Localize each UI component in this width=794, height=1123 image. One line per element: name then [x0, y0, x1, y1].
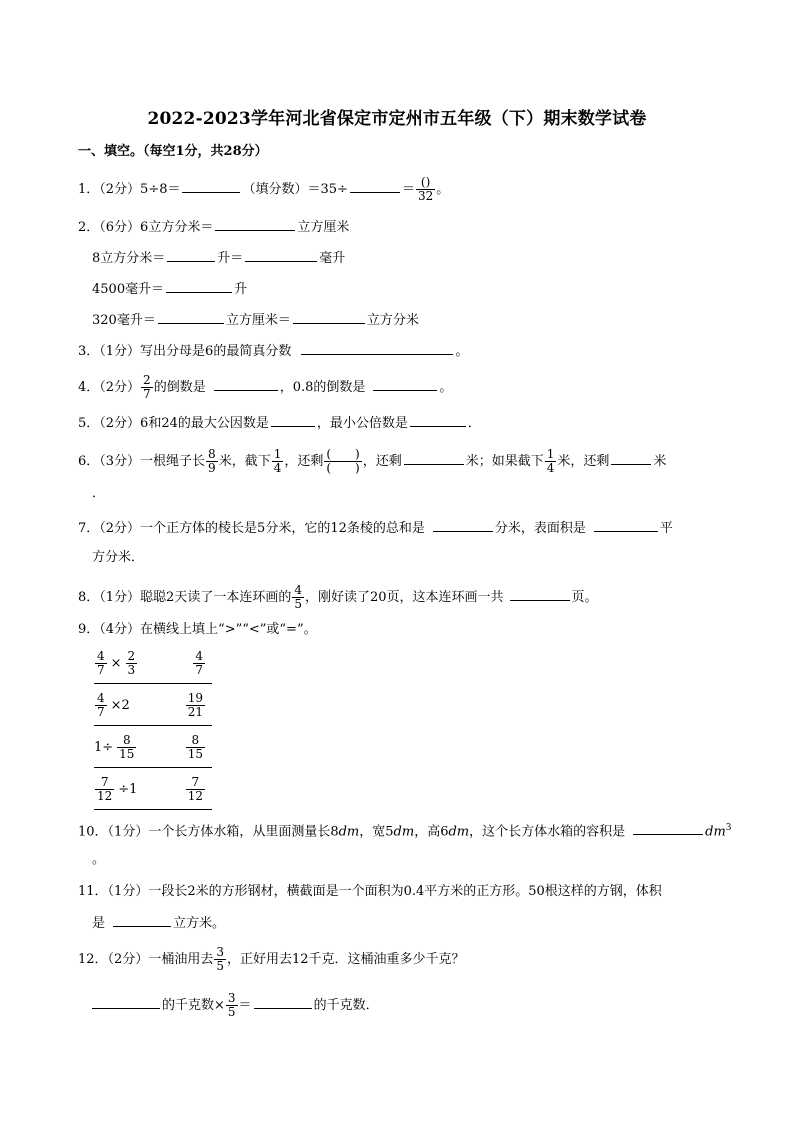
answer-blank[interactable]	[167, 247, 215, 262]
answer-blank[interactable]	[94, 767, 212, 768]
answer-blank[interactable]	[594, 517, 658, 532]
comparison-row-1[interactable]: $\frac{4}{7}$ × $\frac{2}{3}$ $\frac{4}{7}$	[94, 648, 212, 684]
answer-blank[interactable]	[350, 178, 400, 193]
answer-blank[interactable]	[113, 912, 171, 927]
question-8: 8．（1分）聪聪2天读了一本连环画的 $\frac{4}{5}$ ，刚好读了20页，这本连环画一共 页。	[78, 583, 598, 611]
comparison-row-3[interactable]: 1÷ $\frac{8}{15}$ $\frac{8}{15}$	[94, 732, 212, 768]
answer-blank[interactable]	[94, 809, 212, 810]
answer-blank[interactable]	[410, 412, 466, 427]
fraction: $\frac{1}{4}$	[546, 447, 555, 475]
answer-blank[interactable]	[271, 412, 315, 427]
answer-blank[interactable]	[301, 340, 453, 355]
answer-blank[interactable]	[158, 309, 224, 324]
answer-blank[interactable]	[94, 725, 212, 726]
answer-blank[interactable]	[182, 178, 240, 193]
section-heading: 一、填空。（每空1分，共28分）	[78, 144, 268, 159]
answer-blank[interactable]	[510, 586, 570, 601]
answer-blank[interactable]	[215, 216, 295, 231]
answer-blank[interactable]	[214, 376, 278, 391]
answer-blank[interactable]	[94, 683, 212, 684]
question-12-line-2: 的千克数× $\frac{3}{5}$ ＝ 的千克数．	[92, 992, 379, 1019]
question-5: 5．（2分）6和24的最大公因数是 ，最小公倍数是 ．	[78, 412, 481, 434]
answer-blank[interactable]	[293, 309, 365, 324]
answer-blank[interactable]	[166, 278, 232, 293]
question-11: 11．（1分）一段长2米的方形钢材，横截面是一个面积为0.4平方米的正方形。50根这样的方钢，体积	[78, 884, 662, 899]
question-9: 9．（4分）在横线上填上“>”“<”或“=”。	[78, 622, 317, 637]
question-11-line-2: 是 立方米。	[92, 912, 225, 934]
answer-blank[interactable]	[245, 247, 317, 262]
fraction-blank[interactable]: $\frac{( )}{( )}$	[326, 447, 360, 475]
fraction: $\frac{8}{9}$	[208, 447, 216, 475]
question-4: 4．（2分） $\frac{2}{7}$ 的倒数是 ，0.8的倒数是 。	[78, 373, 453, 401]
question-10: 10．（1分）一个长方体水箱，从里面测量长8dm，宽5dm，高6dm，这个长方体水箱的容积是 $dm^3$	[78, 818, 732, 842]
comparison-row-4[interactable]: $\frac{7}{12}$ ÷1 $\frac{7}{12}$	[94, 774, 212, 810]
answer-blank[interactable]	[433, 517, 493, 532]
answer-blank[interactable]	[611, 450, 651, 465]
page-title: 2022-2023学年河北省保定市定州市五年级（下）期末数学试卷	[147, 109, 647, 129]
question-2-line-3: 4500毫升＝ 升	[92, 278, 247, 300]
fraction: $\frac{4}{5}$	[294, 583, 302, 611]
question-2-line-2: 8立方分米＝ 升＝ 毫升	[92, 247, 345, 269]
fraction: $\frac{3}{5}$	[216, 945, 224, 973]
fraction: $\frac{3}{5}$	[227, 991, 236, 1019]
question-10-end: 。	[92, 852, 106, 867]
fraction: $\frac{()}{32}$	[417, 175, 434, 203]
answer-blank[interactable]	[254, 994, 312, 1009]
fraction: $\frac{1}{4}$	[273, 447, 282, 475]
question-2: 2．（6分）6立方分米＝ 立方厘米	[78, 216, 349, 238]
answer-blank[interactable]	[404, 450, 464, 465]
question-2-line-4: 320毫升＝ 立方厘米＝ 立方分米	[92, 309, 419, 331]
question-1: 1．（2分）5÷8＝ （填分数）＝35÷ ＝ $\frac{()}{32}$ 。	[78, 175, 450, 203]
question-6-end: ．	[92, 486, 106, 501]
answer-blank[interactable]	[633, 820, 703, 835]
fraction: $\frac{2}{7}$	[143, 373, 151, 401]
question-12: 12．（2分）一桶油用去 $\frac{3}{5}$ ，正好用去12千克．这桶油重多少千克？	[78, 945, 465, 973]
answer-blank[interactable]	[373, 376, 437, 391]
question-6: 6．（3分）一根绳子长 $\frac{8}{9}$ 米，截下 $\frac{1}{4}$ ，还剩 $\frac{( )}{( )}$ ，还剩 米；如果截下 $\frac{1}{4}$ 米，还剩 米	[78, 447, 667, 475]
question-7-line-2: 方分米．	[92, 550, 145, 565]
question-3: 3．（1分）写出分母是6的最简真分数 。	[78, 340, 468, 362]
question-7: 7．（2分）一个正方体的棱长是5分米，它的12条棱的总和是 分米，表面积是 平	[78, 517, 673, 539]
comparison-row-2[interactable]: $\frac{4}{7}$ ×2 $\frac{19}{21}$	[94, 690, 212, 726]
answer-blank[interactable]	[92, 994, 160, 1009]
